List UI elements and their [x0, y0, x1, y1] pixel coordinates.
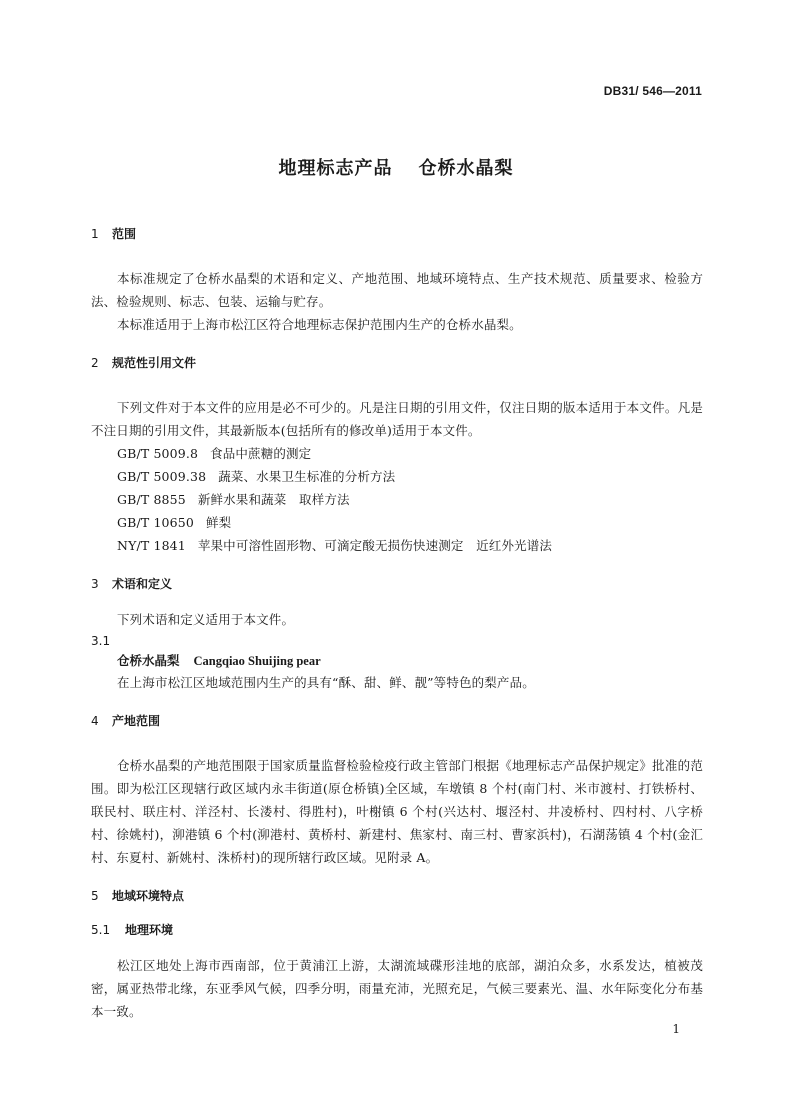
reference-code: GB/T 5009.38 [117, 469, 207, 484]
document-body [91, 224, 703, 1023]
reference-name: 新鲜水果和蔬菜 取样方法 [197, 492, 350, 507]
document-title [0, 154, 792, 180]
reference-name: 食品中蔗糖的测定 [210, 446, 312, 461]
subsection-number: 5.1 [91, 923, 111, 937]
paragraph: 松江区地处上海市西南部，位于黄浦江上游，太湖流域碟形洼地的底部，湖泊众多，水系发达，植被茂密，属亚热带北缘，东亚季风气候，四季分明，雨量充沛，光照充足，气候三要素光、温、水年际变化分布基本一致。 [91, 958, 703, 1019]
reference-name: 蔬菜、水果卫生标准的分析方法 [218, 469, 396, 484]
term-entry [91, 651, 703, 671]
title-part-1: 地理标志产品 [278, 158, 393, 179]
reference-item [91, 534, 703, 557]
section-title: 术语和定义 [112, 577, 173, 591]
paragraph: 本标准规定了仓桥水晶梨的术语和定义、产地范围、地域环境特点、生产技术规范、质量要求、检验方法、检验规则、标志、包装、运输与贮存。 [91, 271, 703, 309]
section-number: 2 [91, 356, 99, 370]
reference-code: GB/T 5009.8 [117, 446, 199, 461]
subsection-heading-5-1 [91, 920, 703, 940]
term-chinese: 仓桥水晶梨 [117, 653, 180, 668]
section-number: 5 [91, 889, 99, 903]
clause-number: 3.1 [91, 634, 111, 648]
section-title: 范围 [112, 227, 137, 241]
section-number: 4 [91, 714, 99, 728]
reference-item [91, 465, 703, 488]
reference-item [91, 511, 703, 534]
reference-item [91, 488, 703, 511]
paragraph: 下列术语和定义适用于本文件。 [117, 612, 295, 627]
section-number: 3 [91, 577, 99, 591]
term-english: Cangqiao Shuijing pear [193, 654, 321, 668]
paragraph: 仓桥水晶梨的产地范围限于国家质量监督检验检疫行政主管部门根据《地理标志产品保护规定》批准的范围。即为松江区现辖行政区域内永丰街道(原仓桥镇)全区域，车墩镇 8 个村(南门村、米市渡村、打铁桥村、联民村、联庄村、洋泾村、长溇村、得胜村)，叶榭镇 6 个村(兴达村、堰泾村、井凌桥村、四村村、八字桥村、徐姚村)，泖港镇 6 个村(泖港村、黄桥村、新建村、焦家村、南三村、曹家浜村)，石湖荡镇 4 个村(金汇村、东夏村、新姚村、洙桥村)的现所辖行政区域。见附录 A。 [91, 758, 703, 865]
section-heading-1 [91, 224, 703, 244]
reference-name: 苹果中可溶性固形物、可滴定酸无损伤快速测定 近红外光谱法 [197, 538, 553, 553]
reference-code: GB/T 10650 [117, 515, 194, 530]
section-title: 产地范围 [112, 714, 161, 728]
section-heading-3 [91, 574, 703, 594]
paragraph: 下列文件对于本文件的应用是必不可少的。凡是注日期的引用文件，仅注日期的版本适用于本文件。凡是不注日期的引用文件，其最新版本(包括所有的修改单)适用于本文件。 [91, 400, 703, 438]
section-heading-2 [91, 353, 703, 373]
section-title: 规范性引用文件 [112, 356, 197, 370]
section-title: 地域环境特点 [112, 889, 185, 903]
page-number: 1 [672, 1022, 680, 1036]
section-heading-5 [91, 886, 703, 906]
section-heading-4 [91, 711, 703, 731]
reference-name: 鲜梨 [205, 515, 232, 530]
section-number: 1 [91, 227, 99, 241]
reference-item [91, 442, 703, 465]
term-definition: 在上海市松江区地域范围内生产的具有“酥、甜、鲜、靓”等特色的梨产品。 [117, 675, 535, 690]
subsection-title: 地理环境 [125, 923, 174, 937]
title-part-2: 仓桥水晶梨 [418, 158, 514, 179]
standard-code: DB31/ 546—2011 [603, 84, 702, 98]
reference-code: NY/T 1841 [117, 538, 186, 553]
paragraph: 本标准适用于上海市松江区符合地理标志保护范围内生产的仓桥水晶梨。 [117, 317, 522, 332]
reference-code: GB/T 8855 [117, 492, 186, 507]
